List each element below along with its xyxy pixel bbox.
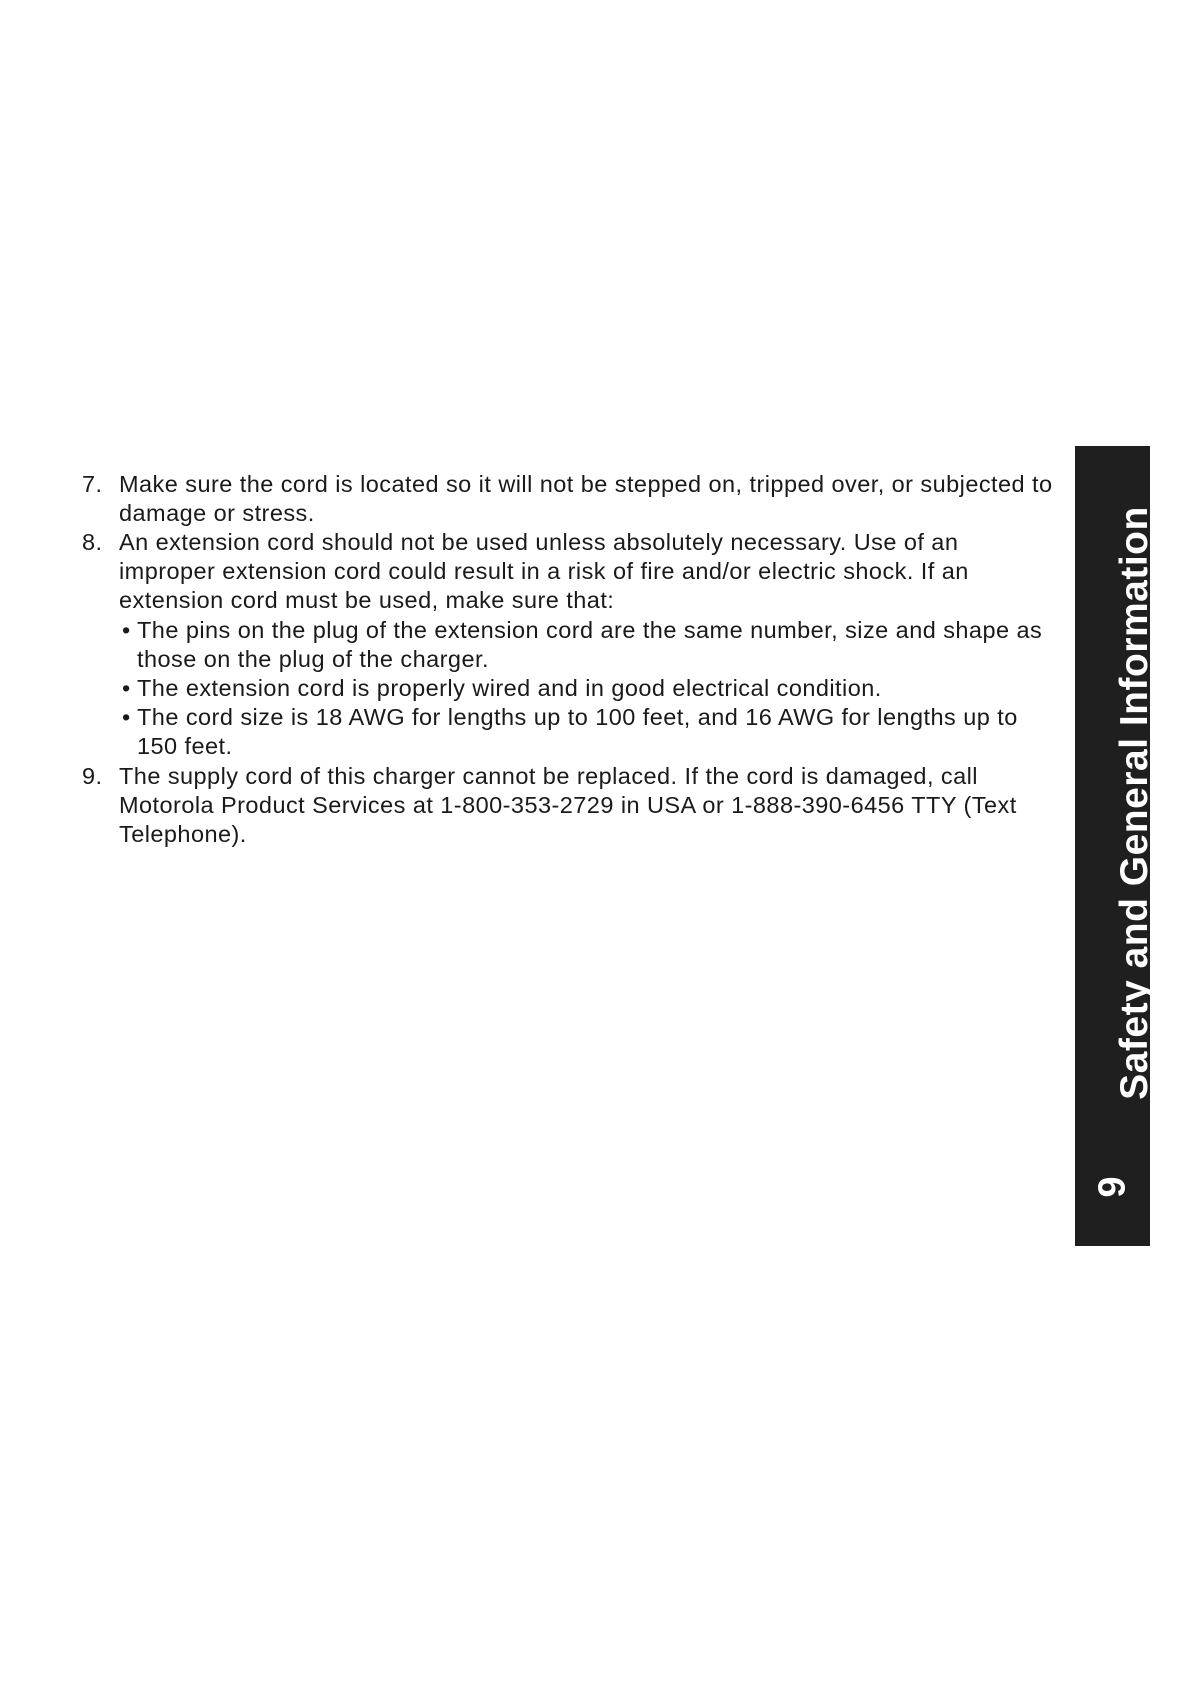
bullet-dot-icon: • (122, 617, 131, 643)
bullet-item (119, 616, 1057, 674)
bullet-text: The extension cord is properly wired and in good electrical condition. (137, 675, 882, 701)
item-text: The supply cord of this charger cannot be replaced. If the cord is damaged, call Motorola Product Services at 1-800-353-2729 in USA or 1-888-390-6456 TTY (Text Telephone). (119, 763, 1017, 847)
item-text: An extension cord should not be used unless absolutely necessary. Use of an improper extension cord could result in a risk of fire and/or electric shock. If an extension cord must be used, make sure that: (119, 529, 969, 613)
page-number: 9 (1091, 1176, 1134, 1198)
section-side-tab (1075, 446, 1156, 1246)
bullet-text: The pins on the plug of the extension cord are the same number, size and shape as those on the plug of the charger. (137, 617, 1043, 672)
section-title: Safety and General Information (1113, 506, 1156, 1100)
bullet-dot-icon: • (122, 704, 131, 730)
item-text: Make sure the cord is located so it will not be stepped on, tripped over, or subjected to damage or stress. (119, 471, 1053, 526)
bullet-item (119, 674, 1057, 703)
list-item-8 (82, 528, 1057, 615)
bullet-list (119, 616, 1057, 761)
bullet-dot-icon: • (122, 675, 131, 701)
item-number: 7. (82, 471, 103, 497)
list-item-9 (82, 762, 1057, 849)
bullet-item (119, 703, 1057, 761)
bullet-text: The cord size is 18 AWG for lengths up to 100 feet, and 16 AWG for lengths up to 150 feet. (137, 704, 1018, 759)
list-item-7 (82, 470, 1057, 528)
instruction-list (82, 470, 1057, 849)
item-number: 9. (82, 763, 103, 789)
item-number: 8. (82, 529, 103, 555)
